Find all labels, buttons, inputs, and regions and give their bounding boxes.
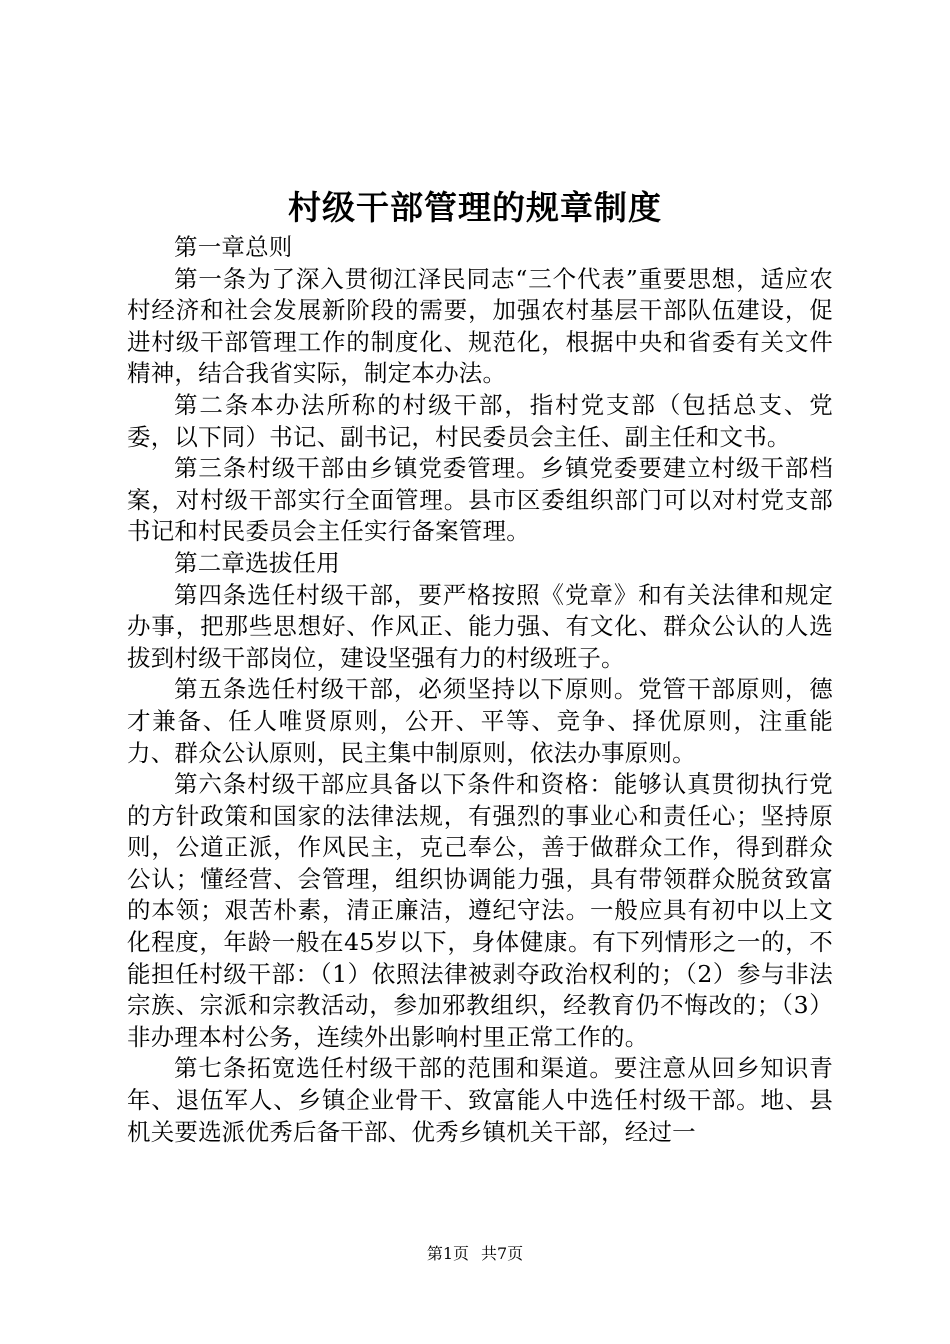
page-total: 共7页 (481, 1244, 524, 1263)
article-7: 第七条拓宽选任村级干部的范围和渠道。要注意从回乡知识青年、退伍军人、乡镇企业骨干、致富能人中选任村级干部。地、县机关要选派优秀后备干部、优秀乡镇机关干部，经过一 (127, 1054, 833, 1146)
document-body (127, 232, 833, 1148)
article-1: 第一条为了深入贯彻江泽民同志“三个代表”重要思想，适应农村经济和社会发展新阶段的需要，加强农村基层干部队伍建设，促进村级干部管理工作的制度化、规范化，根据中央和省委有关文件精神，结合我省实际，制定本办法。 (127, 264, 833, 388)
article-3: 第三条村级干部由乡镇党委管理。乡镇党委要建立村级干部档案，对村级干部实行全面管理。县市区委组织部门可以对村党支部书记和村民委员会主任实行备案管理。 (127, 454, 833, 546)
article-5: 第五条选任村级干部，必须坚持以下原则。党管干部原则，德才兼备、任人唯贤原则，公开、平等、竞争、择优原则，注重能力、群众公认原则，民主集中制原则，依法办事原则。 (127, 675, 833, 767)
chapter-heading-2: 第二章选拔任用 (174, 548, 340, 577)
page-number: 第1页 (426, 1244, 469, 1263)
article-2: 第二条本办法所称的村级干部，指村党支部（包括总支、党委，以下同）书记、副书记，村民委员会主任、副主任和文书。 (127, 390, 833, 451)
article-6: 第六条村级干部应具备以下条件和资格：能够认真贯彻执行党的方针政策和国家的法律法规，有强烈的事业心和责任心；坚持原则，公道正派，作风民主，克己奉公，善于做群众工作，得到群众公认；懂经营、会管理，组织协调能力强，具有带领群众脱贫致富的本领；艰苦朴素，清正廉洁，遵纪守法。一般应具有初中以上文化程度，年龄一般在45岁以下，身体健康。有下列情形之一的，不能担任村级干部：（1）依照法律被剥夺政治权利的；（2）参与非法宗族、宗派和宗教活动，参加邪教组织，经教育仍不悔改的；（3）非办理本村公务，连续外出影响村里正常工作的。 (127, 770, 833, 1051)
chapter-heading-1: 第一章总则 (174, 233, 293, 261)
page-footer (0, 1243, 950, 1265)
article-4: 第四条选任村级干部，要严格按照《党章》和有关法律和规定办事，把那些思想好、作风正、能力强、有文化、群众公认的人选拔到村级干部岗位，建设坚强有力的村级班子。 (127, 580, 833, 672)
document-title: 村级干部管理的规章制度 (288, 188, 662, 227)
